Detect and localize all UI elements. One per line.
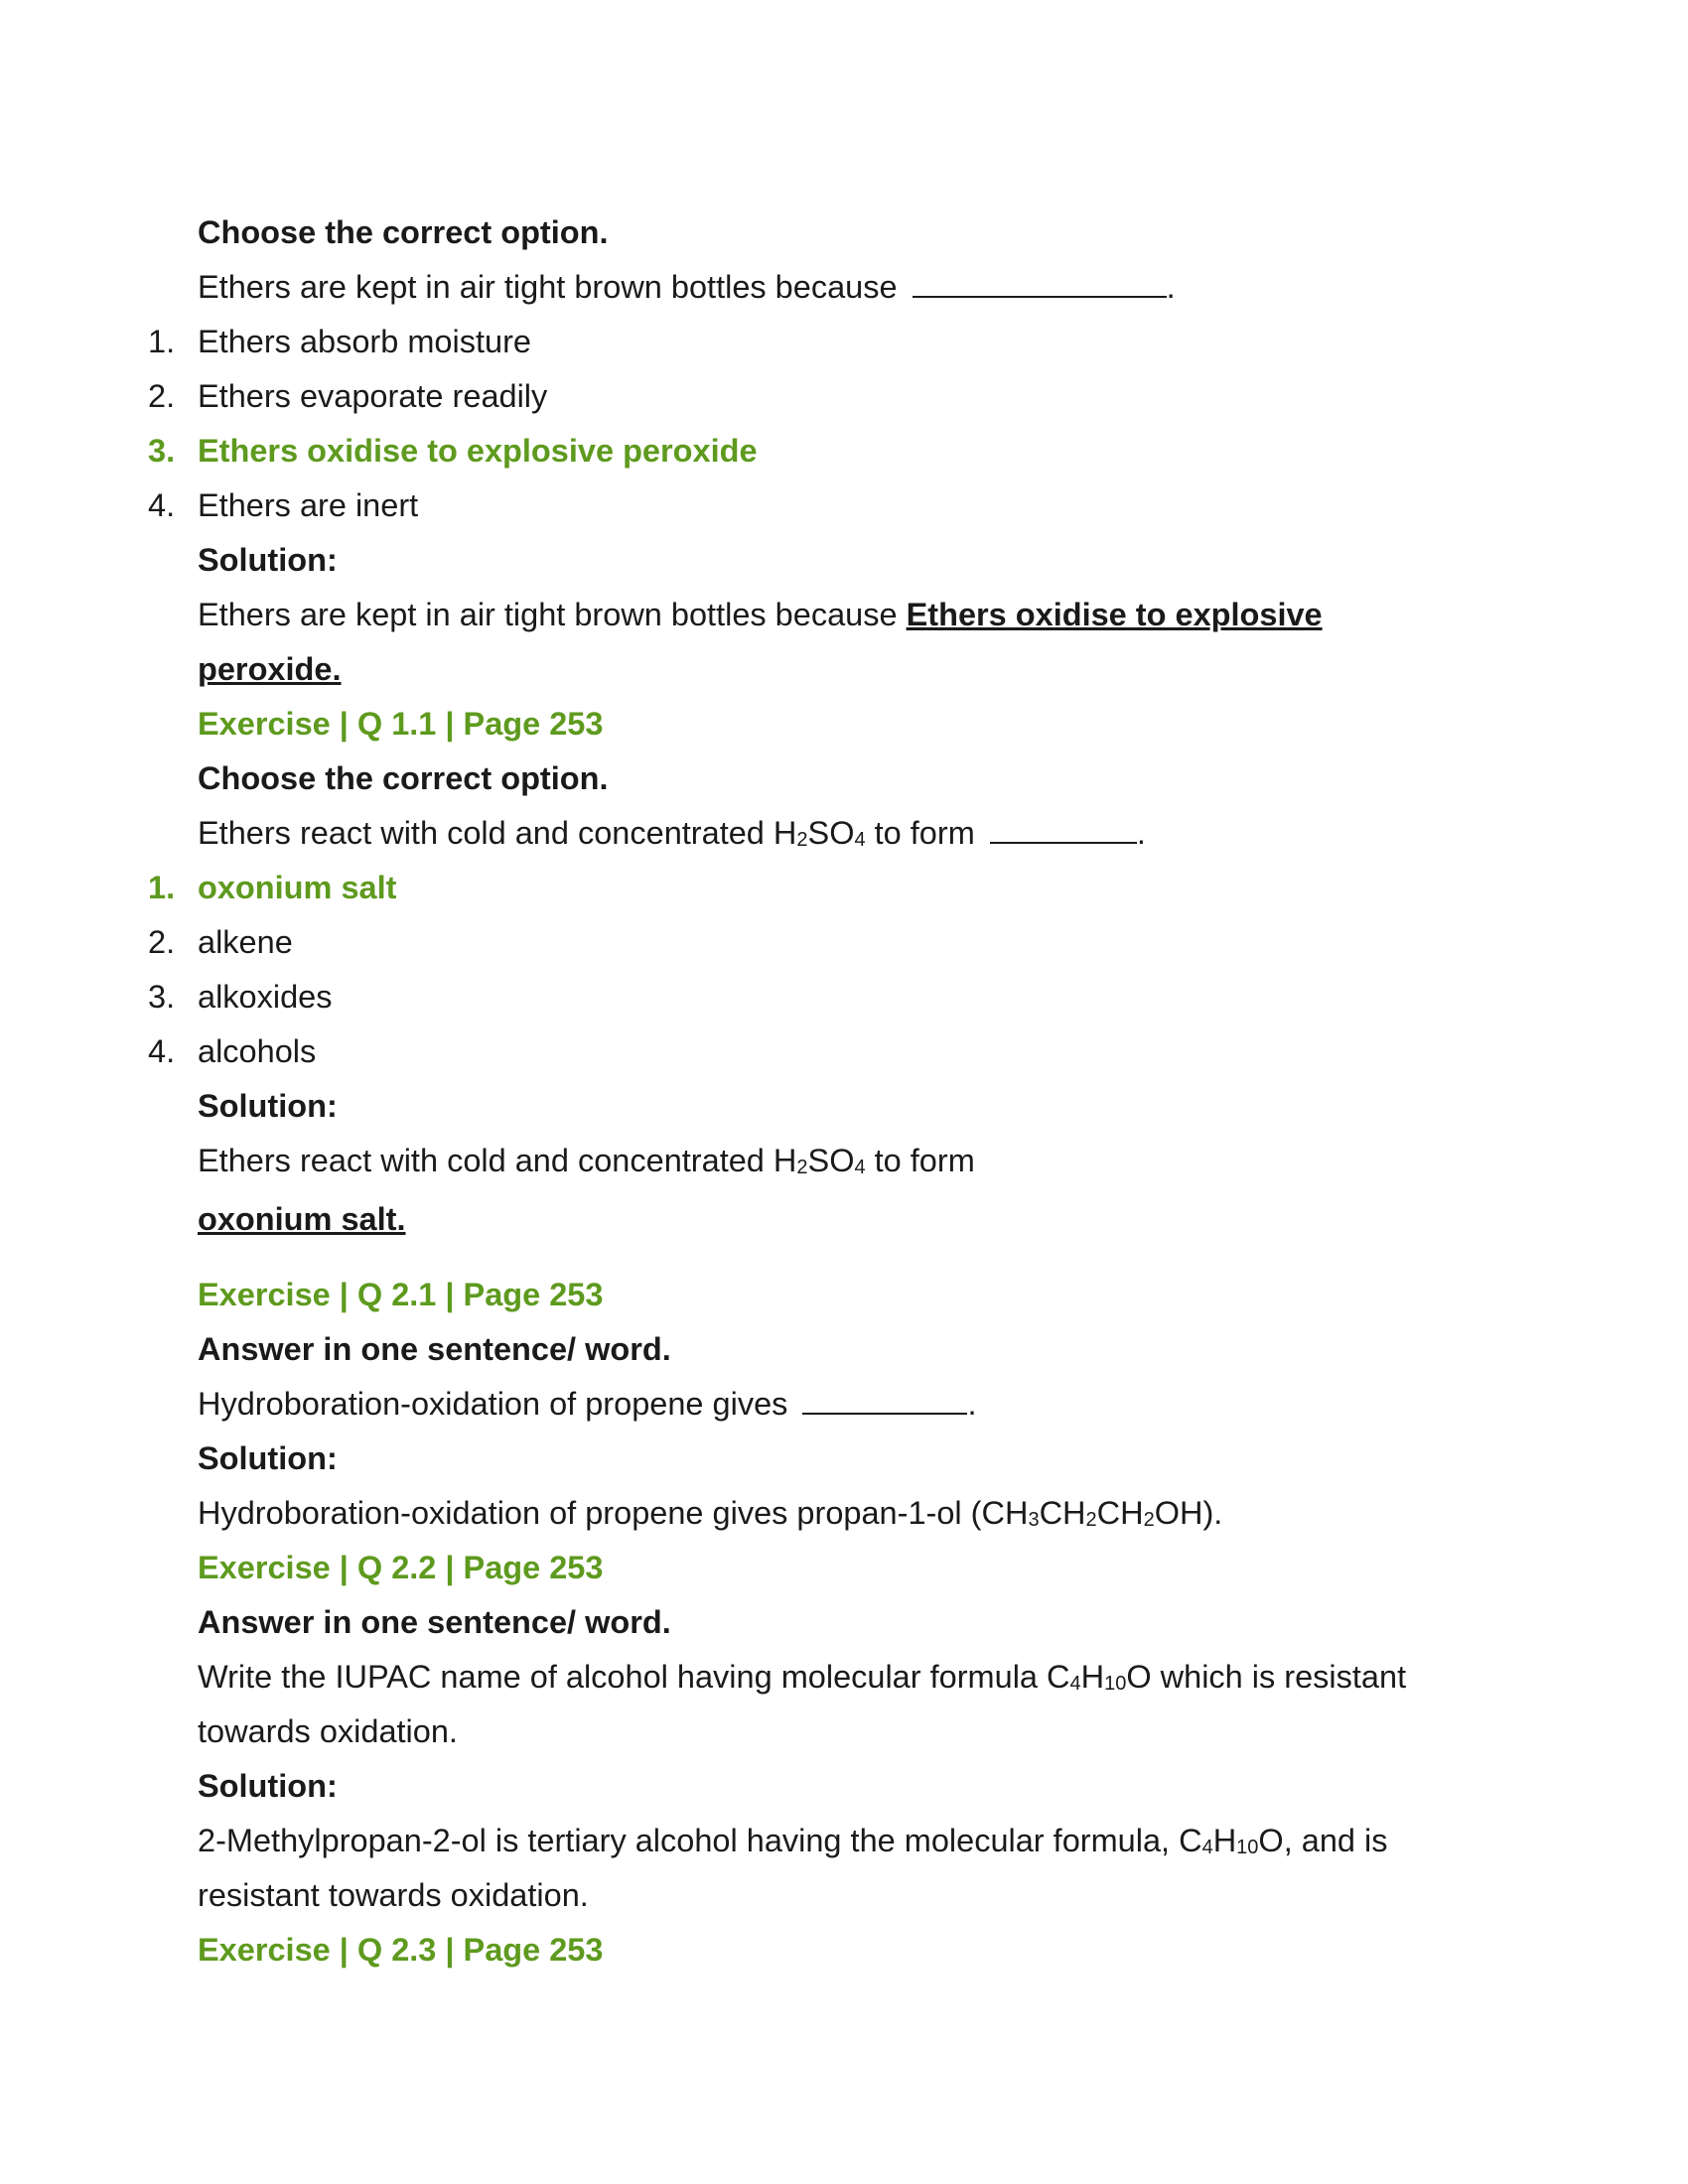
q4-question-text: Write the IUPAC name of alcohol having molecular formula C (198, 1659, 1070, 1695)
option-number: 1. (148, 870, 176, 905)
subscript: 4 (1201, 1837, 1213, 1858)
option-number: 3. (148, 979, 176, 1015)
option-text: Ethers evaporate readily (198, 378, 548, 414)
subscript: 4 (1069, 1673, 1081, 1695)
option-text: Ethers are inert (198, 487, 419, 523)
q1-solution-label: Solution: (198, 542, 338, 578)
q2-solution-text: to form (865, 1143, 975, 1178)
q1-solution-answer-cont: peroxide. (198, 651, 342, 687)
option-number: 1. (148, 324, 176, 359)
subscript: 10 (1104, 1673, 1127, 1695)
q3-solution-text: CH (1039, 1495, 1086, 1531)
q4-question (198, 1657, 1406, 1697)
q3-question-text: Hydroboration-oxidation of propene gives (198, 1386, 788, 1422)
q4-question-text: H (1080, 1659, 1105, 1695)
q5-exercise-link[interactable]: Exercise | Q 2.3 | Page 253 (198, 1932, 604, 1968)
answer-blank (913, 268, 1167, 298)
q4-solution (198, 1821, 1388, 1860)
option-text: alkene (198, 924, 293, 960)
option-text: Ethers oxidise to explosive peroxide (198, 433, 758, 469)
option-text: Ethers absorb moisture (198, 324, 531, 359)
subscript: 2 (1085, 1509, 1097, 1531)
q4-solution-label: Solution: (198, 1768, 338, 1804)
q2-question: Ethers react with cold and concentrated $H_2SO_4$ to form . (198, 815, 1146, 851)
q2-exercise-link[interactable]: Exercise | Q 1.1 | Page 253 (198, 706, 604, 742)
subscript: 3 (1028, 1509, 1040, 1531)
q3-solution-text: CH (1096, 1495, 1144, 1531)
q2-option-4 (148, 1031, 317, 1071)
q4-solution-text: O, and is (1258, 1823, 1388, 1858)
option-text: alcohols (198, 1033, 317, 1069)
q2-heading: Choose the correct option. (198, 760, 609, 796)
q2-solution-label: Solution: (198, 1088, 338, 1124)
subscript: 4 (854, 1157, 866, 1178)
subscript: 4 (854, 829, 866, 851)
q2-question-text: SO (807, 815, 855, 851)
q2-option-2 (148, 922, 293, 962)
option-number: 3. (148, 433, 176, 469)
q4-exercise-link[interactable]: Exercise | Q 2.2 | Page 253 (198, 1550, 604, 1585)
q2-question-text: Ethers react with cold and concentrated H (198, 815, 797, 851)
q3-exercise-link[interactable]: Exercise | Q 2.1 | Page 253 (198, 1277, 604, 1312)
q1-solution (198, 595, 1323, 634)
q2-option-3 (148, 977, 333, 1017)
q4-solution-cont: resistant towards oxidation. (198, 1877, 589, 1913)
option-number: 2. (148, 924, 176, 960)
q4-heading: Answer in one sentence/ word. (198, 1604, 671, 1640)
answer-blank (802, 1385, 967, 1415)
q2-solution-text: SO (807, 1143, 855, 1178)
q2-solution-text: Ethers react with cold and concentrated H (198, 1143, 797, 1178)
q4-solution-text: 2-Methylpropan-2-ol is tertiary alcohol having the molecular formula, C (198, 1823, 1202, 1858)
q3-solution-label: Solution: (198, 1440, 338, 1476)
q1-question: Ethers are kept in air tight brown bottles because . (198, 269, 1176, 305)
q1-option-4 (148, 485, 419, 525)
q3-solution-text: OH). (1154, 1495, 1223, 1531)
q2-question-text: to form (865, 815, 975, 851)
q1-option-3-correct (148, 431, 758, 471)
subscript: 2 (796, 1157, 808, 1178)
q3-solution-text: Hydroboration-oxidation of propene gives propan-1-ol (CH (198, 1495, 1029, 1531)
subscript: 2 (796, 829, 808, 851)
q2-solution (198, 1141, 975, 1180)
answer-blank (990, 814, 1137, 844)
q4-solution-text: H (1212, 1823, 1237, 1858)
q1-heading: Choose the correct option. (198, 214, 609, 250)
subscript: 10 (1236, 1837, 1259, 1858)
q1-solution-answer: Ethers oxidise to explosive (906, 597, 1323, 632)
subscript: 2 (1143, 1509, 1155, 1531)
q4-question-cont: towards oxidation. (198, 1713, 458, 1749)
q3-solution (198, 1493, 1222, 1533)
q2-option-1-correct (148, 868, 397, 907)
q4-question-text: O which is resistant (1126, 1659, 1407, 1695)
option-number: 4. (148, 1033, 176, 1069)
option-number: 2. (148, 378, 176, 414)
q3-heading: Answer in one sentence/ word. (198, 1331, 671, 1367)
q1-question-text: Ethers are kept in air tight brown bottles because (198, 269, 898, 305)
option-text: oxonium salt (198, 870, 397, 905)
q1-option-1 (148, 322, 531, 361)
q1-option-2 (148, 376, 548, 416)
q2-solution-answer: oxonium salt. (198, 1201, 406, 1237)
option-number: 4. (148, 487, 176, 523)
q3-question: Hydroboration-oxidation of propene gives . (198, 1386, 977, 1422)
q1-solution-text: Ethers are kept in air tight brown bottles because (198, 597, 898, 632)
option-text: alkoxides (198, 979, 333, 1015)
